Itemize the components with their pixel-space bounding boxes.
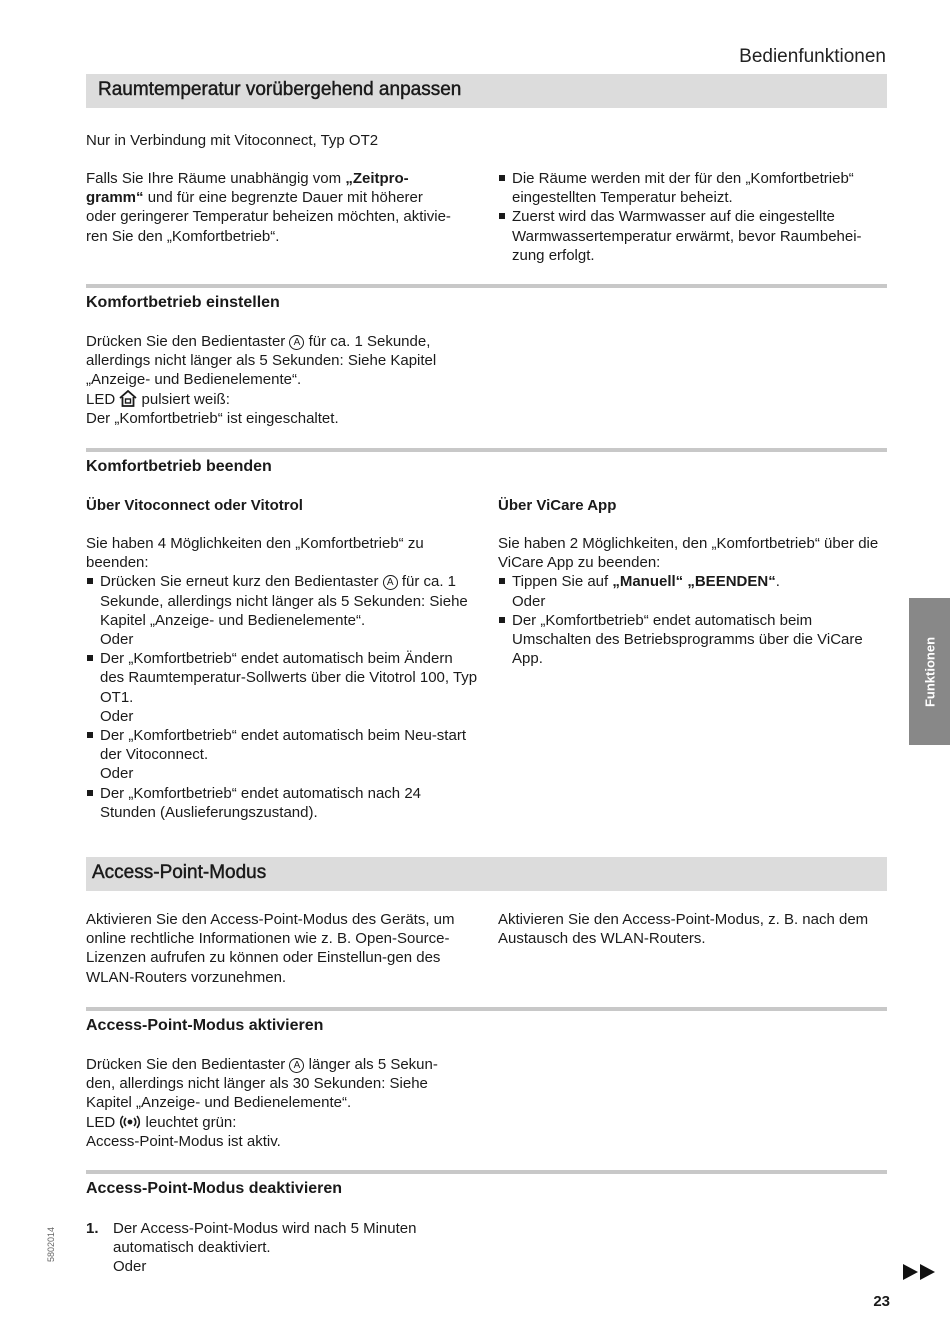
intro-bold: gramm“ [86, 189, 144, 207]
side-tab-label: Funktionen [921, 636, 937, 707]
list-item [498, 572, 888, 610]
list-item: Zuerst wird das Warmwasser auf die eingestellte Warmwassertemperatur erwärmt, bevor Raumbehei-zung erfolgt. [498, 207, 888, 265]
komfort-beenden-left [86, 496, 478, 822]
text: LED [86, 390, 120, 408]
button-a-icon: A [289, 335, 304, 350]
section-divider [86, 448, 887, 452]
wifi-led-icon [119, 1115, 141, 1129]
text-line: Kapitel „Anzeige- und Bedienelemente“. [86, 1094, 352, 1112]
heading-komfort-einstellen: Komfortbetrieb einstellen [86, 294, 280, 311]
page-number: 23 [873, 1293, 890, 1310]
text-line: automatisch deaktiviert. [113, 1239, 271, 1257]
section1-bullet-list [498, 169, 888, 265]
text-line: Access-Point-Modus ist aktiv. [86, 1132, 281, 1150]
access-point-left-text: Aktivieren Sie den Access-Point-Modus des Geräts, um online rechtliche Informationen wie z. B. Open-Source-Lizenzen aufrufen zu können oder Einstellun-gen des WLAN-Routers vorzunehmen. [86, 911, 455, 986]
text-line: Der Access-Point-Modus wird nach 5 Minuten [113, 1220, 417, 1237]
bold-text: „Manuell“ „BEENDEN“ [612, 573, 776, 591]
section-divider [86, 284, 887, 288]
or-text: Oder [100, 707, 134, 725]
text: Der „Komfortbetrieb“ endet automatisch beim Neu-start der Vitoconnect. [100, 727, 466, 764]
intro-line: oder geringerer Temperatur beheizen möchten, aktivie- [86, 208, 451, 226]
text: Drücken Sie den Bedientaster [86, 1056, 290, 1073]
numbered-step-1 [86, 1219, 478, 1277]
double-arrow-right-icon [903, 1264, 937, 1280]
text: Drücken Sie erneut kurz den Bedientaster [100, 573, 383, 591]
list-item [86, 572, 478, 649]
intro-text: und für eine begrenzte Dauer mit höherer [143, 189, 423, 207]
text-line: den, allerdings nicht länger als 30 Sekunden: Siehe [86, 1075, 428, 1093]
access-point-aktivieren-text [86, 1055, 478, 1151]
section-divider [86, 1170, 887, 1174]
list-item [86, 726, 478, 784]
text: leuchtet grün: [141, 1113, 237, 1131]
intro-text: Falls Sie Ihre Räume unabhängig vom [86, 170, 346, 187]
text-line: Der „Komfortbetrieb“ ist eingeschaltet. [86, 409, 339, 427]
document-number: 5802014 [46, 1226, 56, 1262]
section-note: Nur in Verbindung mit Vitoconnect, Typ OT2 [86, 132, 379, 149]
section-title-access-point: Access-Point-Modus [86, 857, 887, 891]
komfort-beenden-right-intro: Sie haben 2 Möglichkeiten, den „Komfortbetrieb“ über die ViCare App zu beenden: [498, 535, 879, 572]
section-divider [86, 1007, 887, 1011]
or-text: Oder [512, 592, 546, 610]
section-title-raumtemperatur: Raumtemperatur vorübergehend anpassen [86, 74, 887, 108]
or-text: Oder [100, 765, 134, 783]
komfort-einstellen-text [86, 332, 478, 428]
or-text: Oder [113, 1258, 147, 1276]
text: Drücken Sie den Bedientaster [86, 333, 290, 350]
intro-bold: „Zeitpro- [345, 170, 409, 187]
side-tab-funktionen [909, 598, 950, 745]
heading-access-point-aktivieren: Access-Point-Modus aktivieren [86, 1017, 324, 1034]
text-line: allerdings nicht länger als 5 Sekunden: Siehe Kapitel [86, 352, 437, 370]
text: LED [86, 1113, 120, 1131]
list-item: Der „Komfortbetrieb“ endet automatisch beim Umschalten des Betriebsprogramms über die ViCare App. [498, 611, 888, 669]
or-text: Oder [100, 631, 134, 649]
komfort-beenden-left-list [86, 572, 478, 822]
page-header-title: Bedienfunktionen [739, 46, 886, 67]
home-led-icon [119, 390, 137, 407]
text: Der „Komfortbetrieb“ endet automatisch beim Ändern des Raumtemperatur-Sollwerts über die Vitotrol 100, Typ OT1. [100, 650, 478, 706]
komfort-beenden-left-intro: Sie haben 4 Möglichkeiten den „Komfortbetrieb“ zu beenden: [86, 535, 424, 572]
list-item: Die Räume werden mit der für den „Komfortbetrieb“ eingestellten Temperatur beheizt. [498, 169, 888, 207]
text: . [775, 573, 780, 591]
step-number: 1. [86, 1220, 99, 1237]
text: für ca. 1 Sekunde, allerdings nicht länger als 5 Sekunden: Siehe Kapitel „Anzeige- und Bedienelemente“. [100, 573, 468, 629]
text: für ca. 1 Sekunde, [304, 333, 431, 350]
subheading-vitoconnect: Über Vitoconnect oder Vitotrol [86, 497, 303, 514]
komfort-beenden-right [498, 496, 888, 668]
subheading-vicare: Über ViCare App [498, 497, 617, 514]
text-line: „Anzeige- und Bedienelemente“. [86, 371, 302, 389]
text: pulsiert weiß: [137, 390, 230, 408]
intro-line: ren Sie den „Komfortbetrieb“. [86, 227, 280, 245]
section-intro [86, 169, 478, 246]
heading-access-point-deaktivieren: Access-Point-Modus deaktivieren [86, 1180, 343, 1197]
heading-komfort-beenden: Komfortbetrieb beenden [86, 458, 272, 475]
komfort-beenden-right-list [498, 572, 888, 668]
text: länger als 5 Sekun- [304, 1056, 438, 1073]
list-item: Der „Komfortbetrieb“ endet automatisch nach 24 Stunden (Auslieferungszustand). [86, 784, 478, 822]
list-item [86, 649, 478, 726]
button-a-icon: A [289, 1058, 304, 1073]
button-a-icon: A [383, 575, 398, 590]
text: Tippen Sie auf [512, 573, 613, 591]
access-point-right-text: Aktivieren Sie den Access-Point-Modus, z. B. nach dem Austausch des WLAN-Routers. [498, 911, 869, 948]
